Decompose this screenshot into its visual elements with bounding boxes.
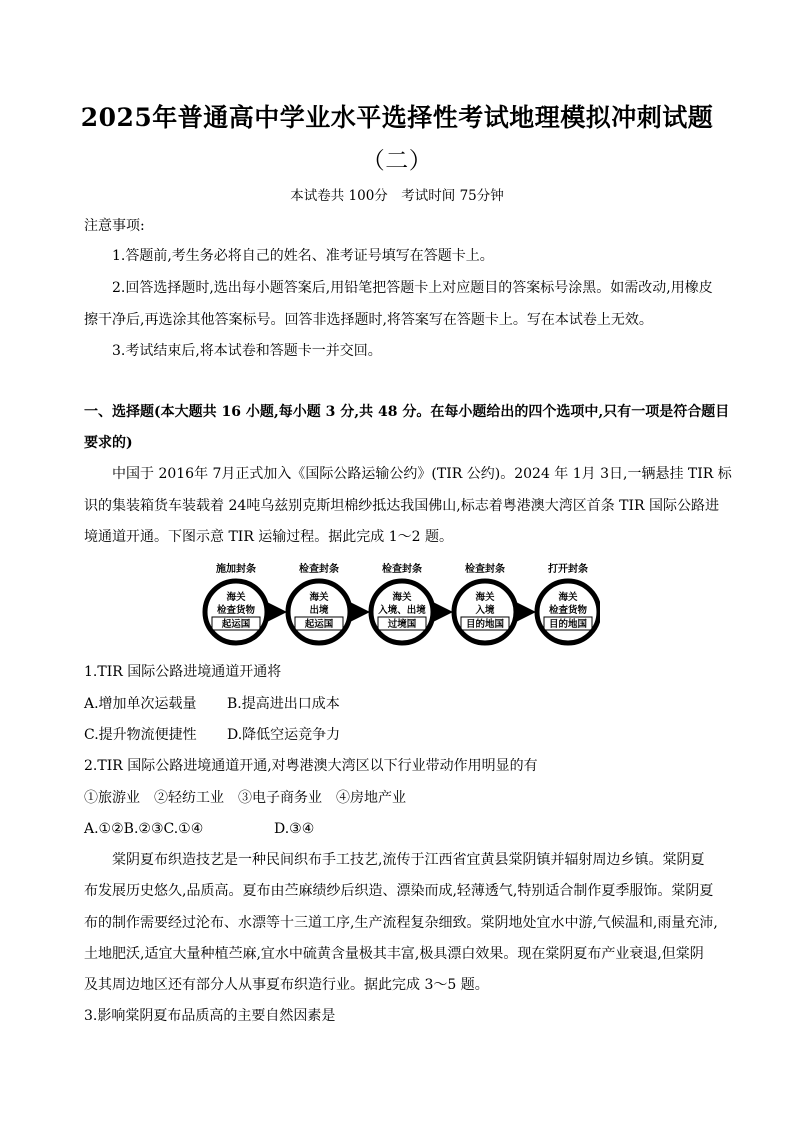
exam-title: 2025年普通高中学业水平选择性考试地理模拟冲刺试题: [80, 103, 714, 132]
step-line1: 海关: [226, 592, 246, 603]
step-top-label: 检查封条: [382, 564, 422, 575]
step-country-label: 过境国: [387, 619, 417, 630]
notice-item-3: 3.考试结束后,将本试卷和答题卡一并交回。: [112, 343, 382, 359]
step-country-label: 目的地国: [548, 619, 588, 630]
step-country-label: 起运国: [221, 619, 251, 630]
notice-item-2-cont: 擦干净后,再选涂其他答案标号。回答非选择题时,将答案写在答题卡上。写在本试卷上无效。: [84, 312, 653, 328]
step-line1: 海关: [309, 592, 329, 603]
passage2-line-3: 布的制作需要经过沦布、水漂等十三道工序,生产流程复杂细致。棠阴地处宜水中游,气候温和,雨量充沛,: [84, 915, 718, 931]
passage2-line-5: 及其周边地区还有部分人从事夏布织造行业。据此完成 3～5 题。: [84, 977, 489, 993]
passage1-line-1: 中国于 2016年 7月正式加入《国际公路运输公约》(TIR 公约)。2024 年 1月 3日,一辆悬挂 TIR 标: [112, 466, 732, 482]
step-line2: 出境: [309, 605, 329, 616]
step-line1: 海关: [475, 592, 495, 603]
step-line2: 入境: [475, 605, 495, 616]
step-top-label: 检查封条: [465, 564, 505, 575]
step-country-label: 目的地国: [465, 619, 505, 630]
passage1-line-3: 境通道开通。下图示意 TIR 运输过程。据此完成 1～2 题。: [84, 529, 454, 545]
q1-stem: 1.TIR 国际公路进境通道开通将: [84, 664, 282, 680]
notice-heading: 注意事项:: [84, 218, 145, 234]
passage2-line-2: 布发展历史悠久,品质高。夏布由苎麻绩纱后织造、漂染而成,轻薄透气,特别适合制作夏季服饰。棠阴夏: [84, 883, 714, 899]
step-top-label: 施加封条: [216, 564, 256, 575]
section-heading: 一、选择题(本大题共 16 小题,每小题 3 分,共 48 分。在每小题给出的四个选项中,只有一项是符合题目: [84, 404, 730, 420]
step-line2: 检查货物: [216, 605, 256, 616]
q1-option-a[interactable]: A.增加单次运载量: [84, 696, 197, 712]
exam-subtitle: （二）: [361, 148, 433, 174]
step-line2: 入境、出境: [378, 605, 426, 616]
step-line1: 海关: [392, 592, 412, 603]
q2-option-d[interactable]: D.③④: [274, 821, 315, 837]
q3-stem: 3.影响棠阴夏布品质高的主要自然因素是: [84, 1008, 336, 1024]
notice-item-2: 2.回答选择题时,选出每小题答案后,用铅笔把答题卡上对应题目的答案标号涂黑。如需改动,用橡皮: [112, 280, 713, 296]
tir-process-diagram: [200, 560, 600, 646]
step-top-label: 打开封条: [548, 564, 588, 575]
q2-stem: 2.TIR 国际公路进境通道开通,对粤港澳大湾区以下行业带动作用明显的有: [84, 758, 538, 774]
q1-option-c[interactable]: C.提升物流便捷性: [84, 727, 197, 743]
q2-options-abc[interactable]: A.①②B.②③C.①④: [84, 821, 204, 837]
section-heading-cont: 要求的): [84, 435, 133, 451]
passage1-line-2: 识的集装箱货车装载着 24吨乌兹别克斯坦棉纱抵达我国佛山,标志着粤港澳大湾区首条 TIR 国际公路进: [84, 498, 720, 514]
step-line2: 检查货物: [548, 605, 588, 616]
step-line1: 海关: [558, 592, 578, 603]
exam-info: 本试卷共 100分 考试时间 75分钟: [290, 188, 504, 204]
q1-option-b[interactable]: B.提高进出口成本: [227, 696, 340, 712]
step-top-label: 检查封条: [299, 564, 339, 575]
passage2-line-4: 土地肥沃,适宜大量种植苎麻,宜水中硫黄含量极其丰富,极具漂白效果。现在棠阴夏布产业衰退,但棠阴: [84, 946, 704, 962]
q2-items: ①旅游业 ②轻纺工业 ③电子商务业 ④房地产业: [84, 790, 406, 806]
step-country-label: 起运国: [304, 619, 334, 630]
notice-item-1: 1.答题前,考生务必将自己的姓名、准考证号填写在答题卡上。: [112, 248, 494, 264]
q1-option-d[interactable]: D.降低空运竞争力: [227, 727, 341, 743]
passage2-line-1: 棠阴夏布织造技艺是一种民间织布手工技艺,流传于江西省宜黄县棠阴镇并辐射周边乡镇。棠阴夏: [112, 852, 705, 868]
